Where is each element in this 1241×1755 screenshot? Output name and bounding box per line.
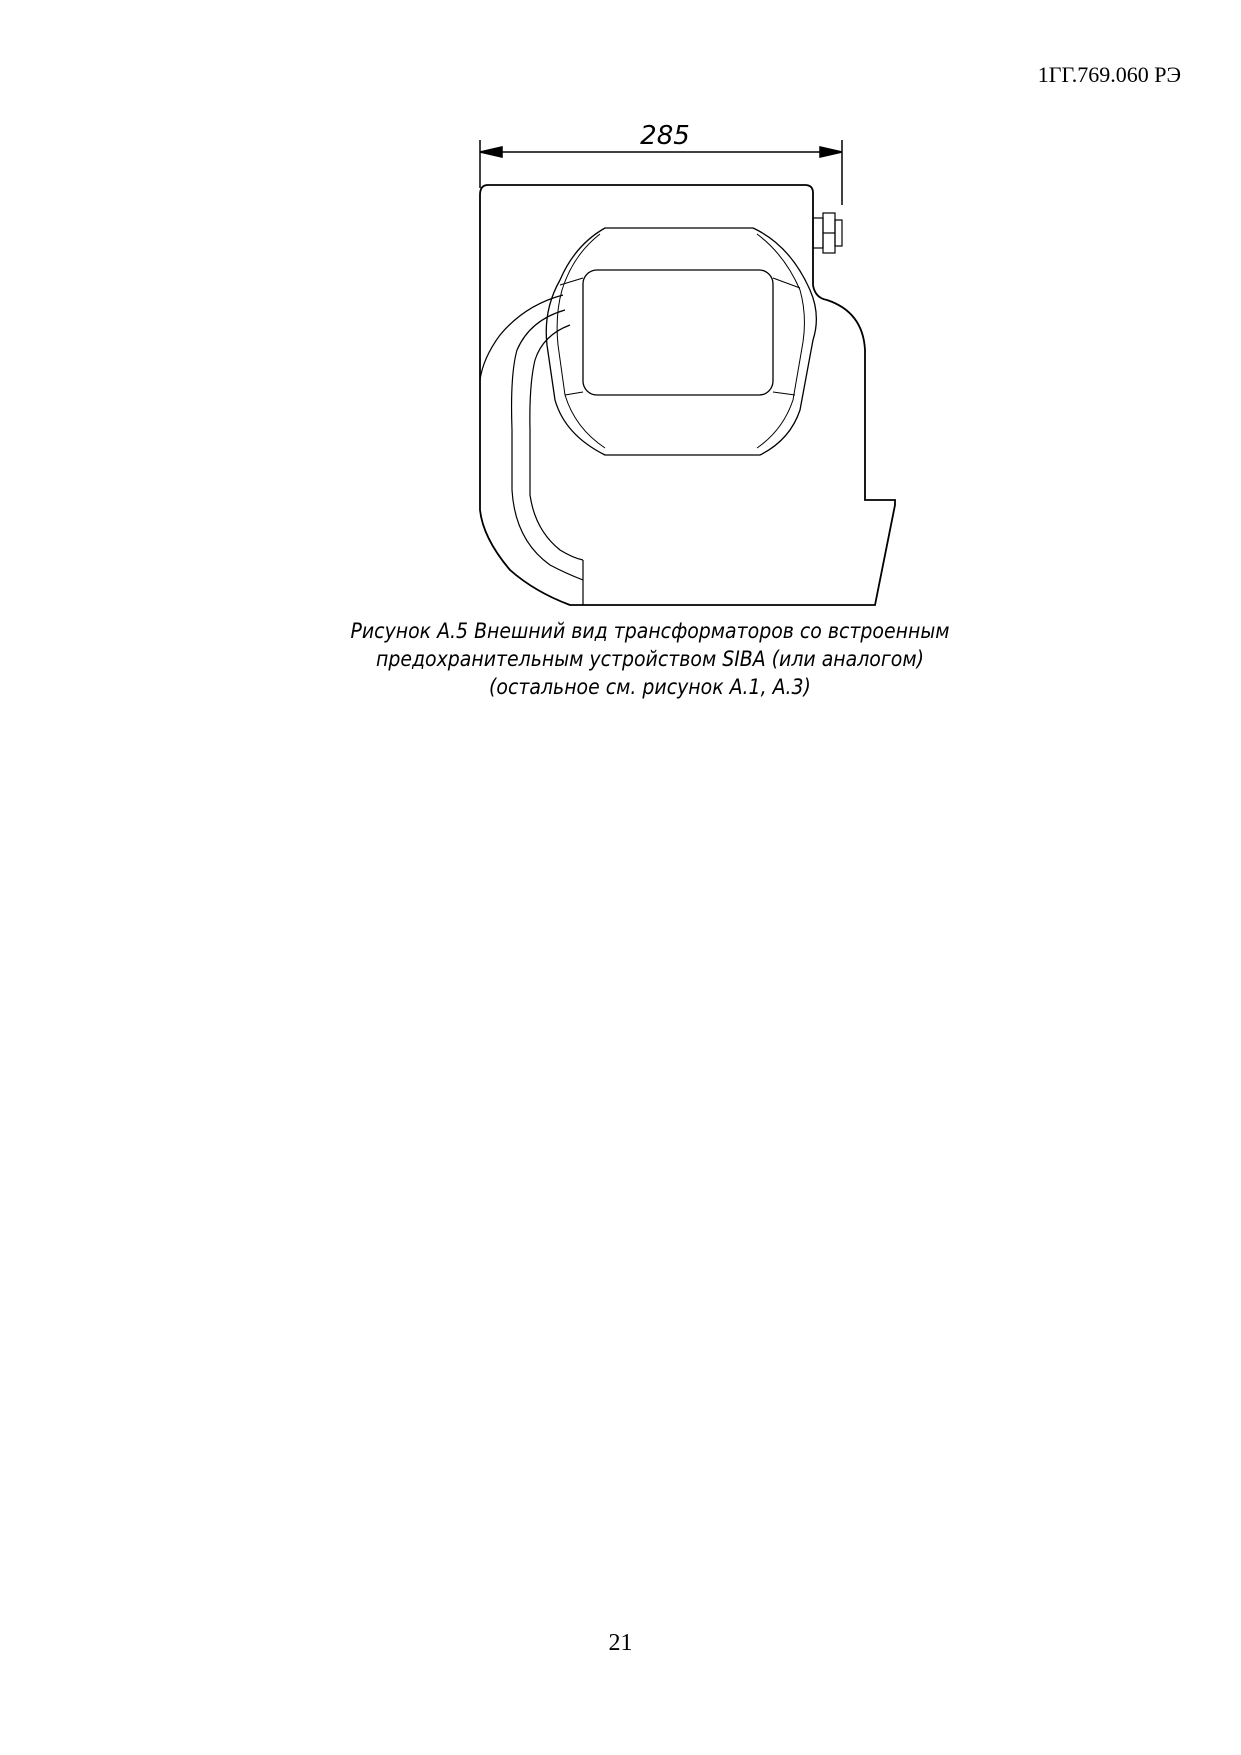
caption-line: (остальное см. рисунок А.1, А.3)	[489, 675, 811, 699]
document-code: 1ГГ.769.060 РЭ	[1037, 62, 1181, 87]
transformer-outline-svg	[455, 110, 910, 610]
caption-line: предохранительным устройством SIBA (или аналогом)	[375, 647, 925, 671]
page-number: 21	[608, 1630, 633, 1656]
figure-caption	[335, 617, 965, 701]
coil-inner-outline	[557, 234, 605, 448]
core-window	[583, 270, 773, 395]
dimension-label: 285	[640, 121, 690, 151]
transformer-drawing	[455, 110, 910, 610]
terminal-bolt	[813, 213, 842, 253]
caption-line: Рисунок А.5 Внешний вид трансформаторов со встроенным	[350, 619, 950, 643]
handle-inner-2	[530, 325, 583, 560]
coil-outline	[546, 228, 816, 455]
